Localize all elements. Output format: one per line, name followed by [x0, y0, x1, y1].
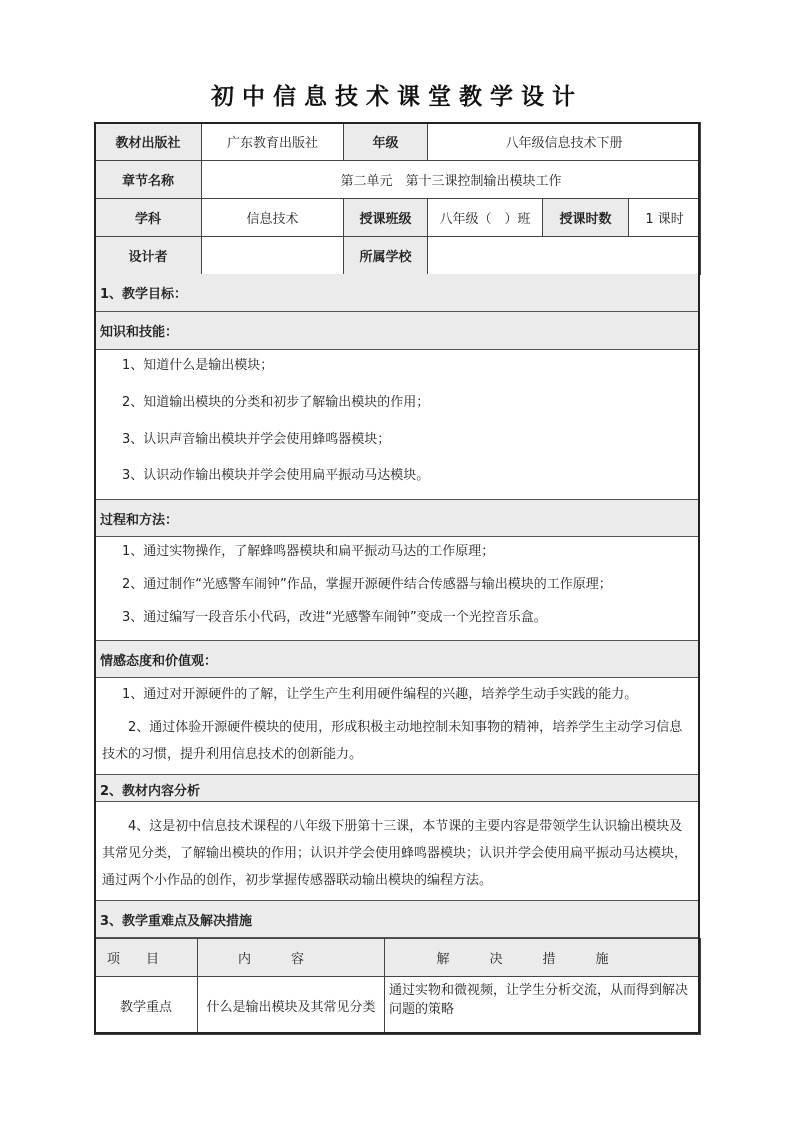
grade-label: 年级 [344, 123, 428, 161]
document-border [94, 122, 700, 1034]
goals-header: 1、教学目标： [94, 274, 700, 312]
process-item: 1、通过实物操作，了解蜂鸣器模块和扁平振动马达的工作原理； [122, 544, 495, 559]
publisher-value: 广东教育出版社 [202, 123, 344, 161]
emotion-item: 2、通过体验开源硬件模块的使用，形成积极主动地控制未知事物的精神，培养学生主动学习信息技术的习惯，提升利用信息技术的创新能力。 [102, 720, 683, 762]
emotion-header: 情感态度和价值观： [94, 640, 700, 678]
keypoints-header: 3、教学重难点及解决措施 [94, 900, 700, 938]
school-label: 所属学校 [344, 237, 428, 275]
emotion-item: 1、通过对开源硬件的了解，让学生产生利用硬件编程的兴趣，培养学生动手实践的能力。 [122, 687, 638, 702]
subject-value: 信息技术 [202, 199, 344, 237]
knowledge-item: 1、知道什么是输出模块； [122, 358, 274, 373]
designer-label: 设计者 [95, 237, 202, 275]
publisher-label: 教材出版社 [95, 123, 202, 161]
knowledge-item: 3、认识动作输出模块并学会使用扁平振动马达模块。 [122, 468, 430, 483]
page-title: 初中信息技术课堂教学设计 [211, 83, 583, 110]
hours-label: 授课时数 [543, 199, 629, 237]
keypoint-solution: 通过实物和微视频，让学生分析交流，从而得到解决问题的策略 [385, 977, 701, 1035]
knowledge-header: 知识和技能： [94, 312, 700, 350]
process-header: 过程和方法： [94, 499, 700, 537]
hours-value: 1 课时 [629, 199, 701, 237]
col-solution-header: 解决措施 [385, 939, 701, 977]
chapter-label: 章节名称 [95, 161, 202, 199]
class-label: 授课班级 [344, 199, 428, 237]
chapter-value: 第二单元 第十三课控制输出模块工作 [202, 161, 701, 199]
analysis-text: 4、这是初中信息技术课程的八年级下册第十三课，本节课的主要内容是带领学生认识输出模块及其常见分类，了解输出模块的作用；认识并学会使用蜂鸣器模块；认识并学会使用扁平振动马达模块，通过两个小作品的创作，初步掌握传感器联动输出模块的编程方法。 [102, 819, 688, 888]
subject-label: 学科 [95, 199, 202, 237]
analysis-header: 2、教材内容分析 [94, 774, 700, 802]
keypoint-item: 教学重点 [95, 977, 198, 1035]
col-content-header: 内容 [198, 939, 385, 977]
class-value: 八年级（ ）班 [428, 199, 543, 237]
grade-value: 八年级信息技术下册 [428, 123, 701, 161]
process-item: 2、通过制作“光感警车闹钟”作品，掌握开源硬件结合传感器与输出模块的工作原理； [122, 577, 612, 592]
knowledge-item: 3、认识声音输出模块并学会使用蜂鸣器模块； [122, 432, 391, 447]
col-item-header: 项目 [95, 939, 198, 977]
keypoint-content: 什么是输出模块及其常见分类 [198, 977, 385, 1035]
knowledge-item: 2、知道输出模块的分类和初步了解输出模块的作用； [122, 395, 430, 410]
process-item: 3、通过编写一段音乐小代码，改进“光感警车闹钟”变成一个光控音乐盒。 [122, 610, 547, 625]
